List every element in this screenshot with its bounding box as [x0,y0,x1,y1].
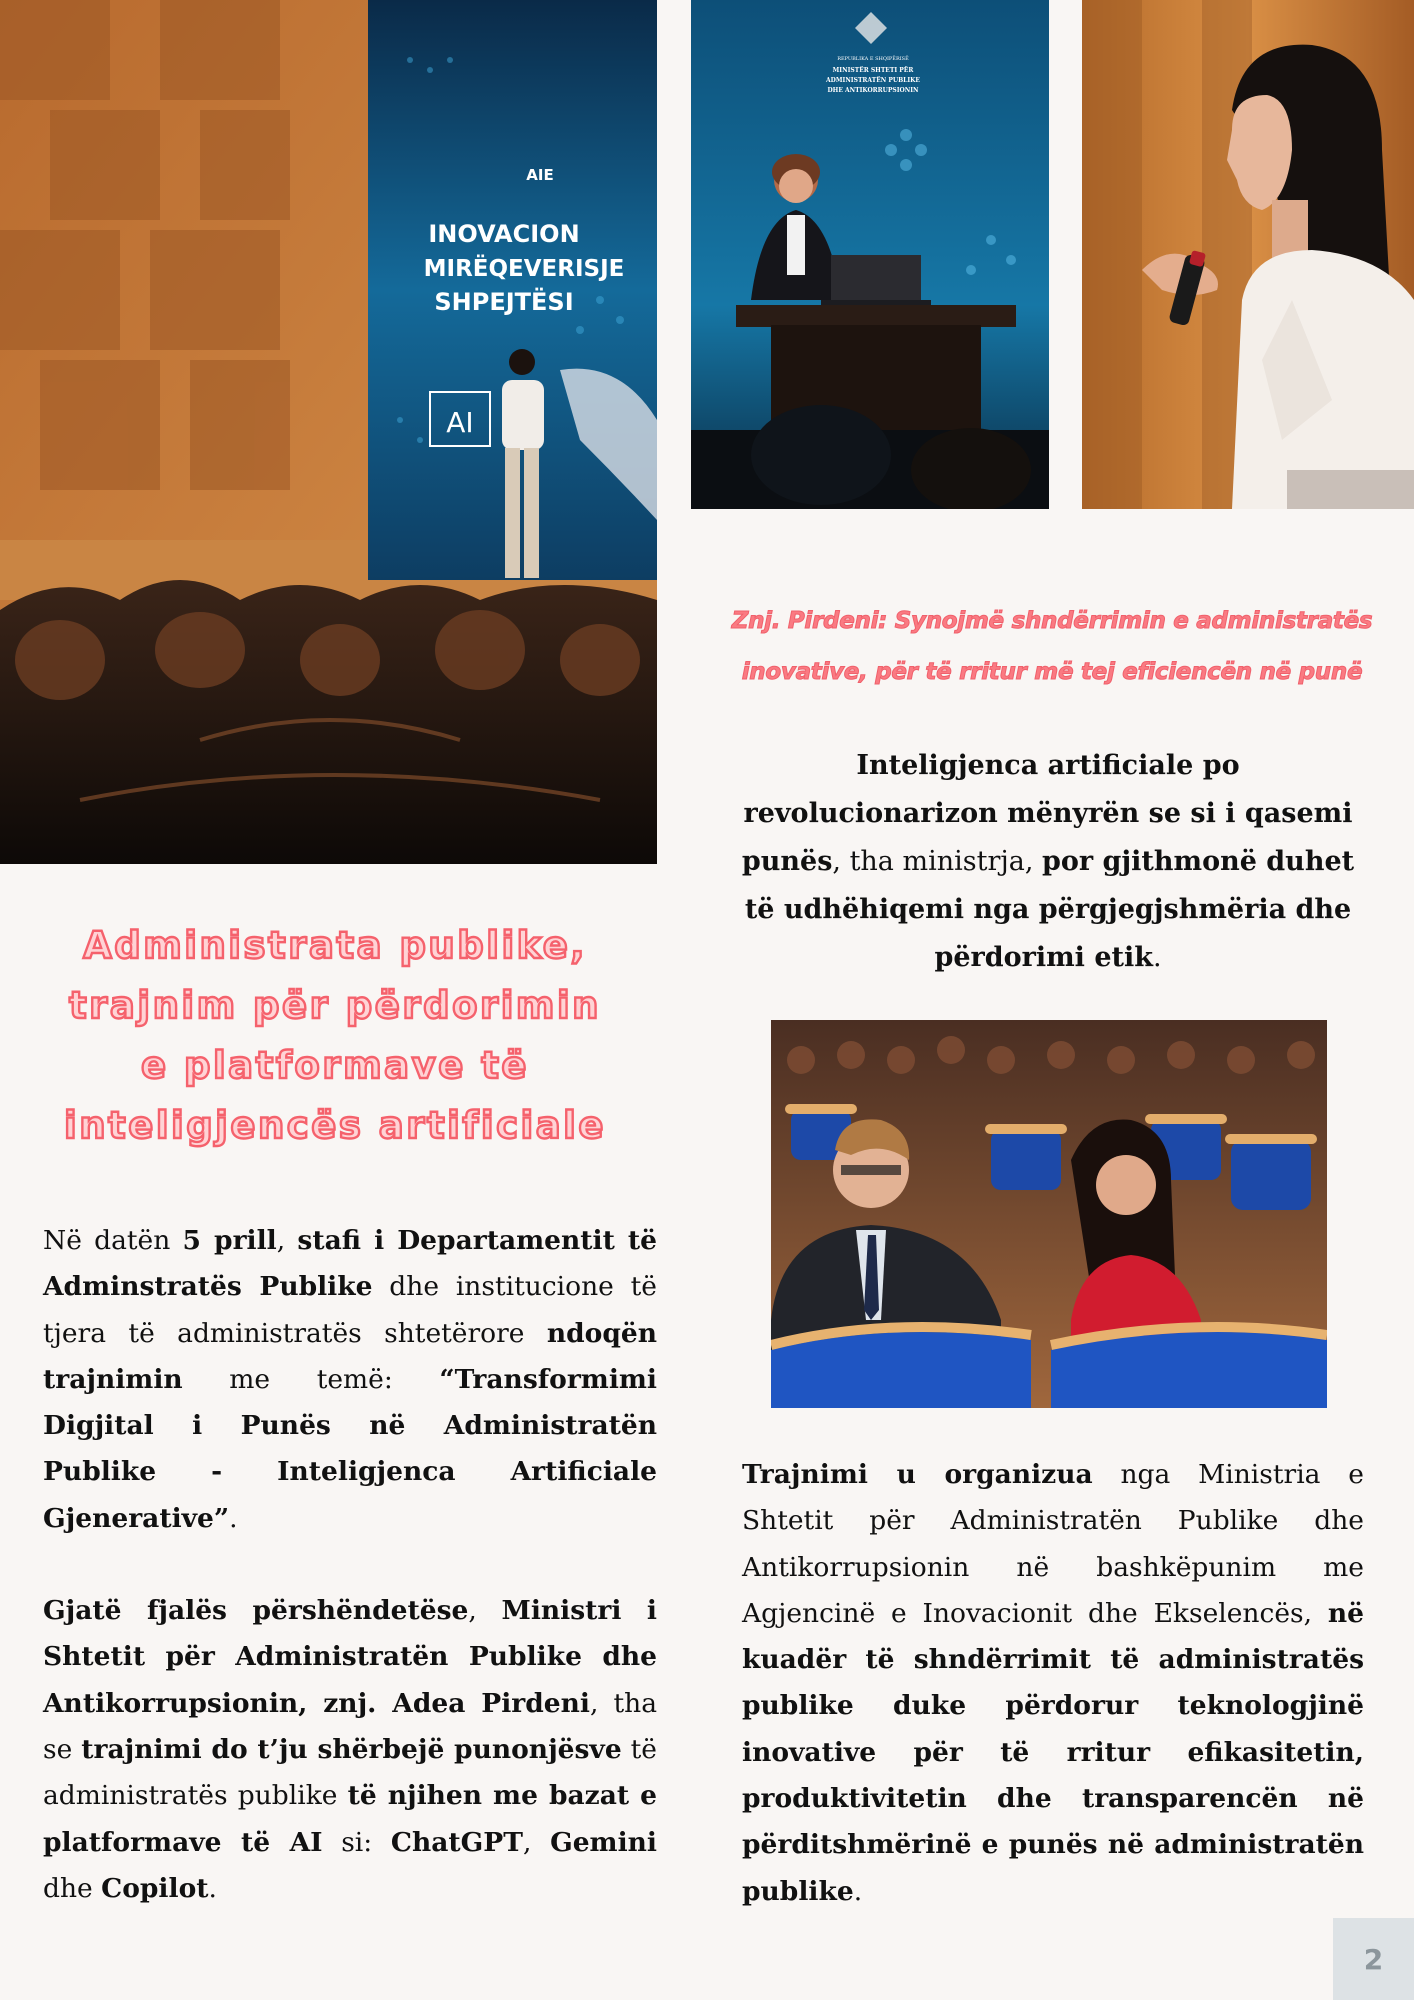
page-number: 2 [1333,1918,1414,2000]
bold-run: ndoqën trajnimin [43,1317,657,1395]
paragraph-training-date [43,1218,657,1542]
paragraph-minister-speech [43,1588,657,1912]
text-run: , [276,1225,298,1256]
title-line-4: inteligjencës artificiale [64,1104,606,1147]
banner-line-1: INOVACION [428,220,580,248]
banner-line-2: MIRËQEVERISJE [423,256,625,282]
bold-run: Gjatë fjalës përshëndetëse [43,1595,469,1627]
quote-text-2: . [1152,942,1162,973]
quote-text-1: , tha ministrja, [832,846,1042,877]
bold-run: ChatGPT [390,1826,523,1858]
banner-ministry-2: ADMINISTRATËN PUBLIKE [826,77,920,84]
text-run: të administratës publike [43,1733,657,1812]
text-run: , tha se [43,1687,657,1765]
text-run: . [208,1872,217,1904]
bold-run: Trajnimi u organizua [742,1459,1093,1490]
bold-run: trajnimi do t’ju shërbejë punonjësve [81,1733,622,1765]
title-line-1: Administrata publike, [83,924,587,967]
text-run: Në datën [43,1225,183,1256]
text-run: , [468,1595,502,1627]
text-run: nga Ministria e Shtetit për Administratën Publike dhe Antikorrupsionin në bashkëpunim me Agjencinë e Inovacionit dhe Ekselencës, [742,1459,1364,1629]
title-line-3: e platformave të [141,1044,529,1087]
banner-republic: REPUBLIKA E SHQIPËRISË [837,56,909,62]
banner-logo: AIE [526,166,554,184]
banner-ai: AI [446,406,474,439]
subheadline-line-1: Znj. Pirdeni: Synojmë shndërrimin e administratës [731,608,1373,634]
text-run: me temë: [182,1363,440,1395]
page-title [30,916,640,1156]
banner-ministry-1: MINISTËR SHTETI PËR [832,67,914,74]
bold-run: Gemini [550,1826,657,1858]
audience-photo [771,1020,1327,1408]
bold-run: të njihen me bazat e platformave të AI [43,1780,657,1858]
text-run: dhe [43,1872,102,1904]
banner-line-3: SHPEJTËSI [434,288,574,316]
minister-photo [691,0,1049,509]
pull-quote [728,742,1368,982]
quote-bold-2: por gjithmonë duhet të udhëhiqemi nga përgjegjshmëria dhe përdorimi etik [744,846,1355,973]
left-column-text [43,1218,657,1958]
bold-run: 5 prill [182,1225,277,1256]
bold-run: “Transformimi Digjital i Punës në Administratën Publike - Inteligjenca Artificiale Gjenerative” [43,1363,657,1534]
text-run: dhe institucione të tjera të administratës shtetërore [43,1271,657,1349]
bold-run: Copilot [101,1872,209,1904]
right-column-text [742,1452,1364,1961]
bold-run: Ministri i Shtetit për Administratën Publike dhe Antikorrupsionin, znj. Adea Pirdeni [43,1595,657,1719]
bold-run: stafi i Departamentit të Adminstratës Publike [43,1225,657,1303]
text-run: si: [322,1826,391,1858]
title-line-2: trajnim për përdorimin [69,984,601,1027]
text-run: . [853,1875,863,1907]
text-run: , [522,1826,551,1858]
subheadline-line-2: inovative, për të rritur më tej eficiencën në punë [741,659,1363,685]
subheadline [690,596,1414,698]
speaker-profile-photo [1082,0,1414,509]
bold-run: në kuadër të shndërrimit të administratës publike duke përdorur teknologjinë inovative për të rritur efikasitetin, produktivitetin dhe transparencën në përditshmërinë e punës në administratën publike [742,1597,1364,1907]
stage-photo [0,0,657,864]
quote-bold-1: Inteligjenca artificiale po revolucionarizon mënyrën se si i qasemi punës [741,750,1353,877]
text-run: . [229,1502,238,1534]
banner-ministry-3: DHE ANTIKORRUPSIONIN [827,87,919,94]
paragraph-organization [742,1452,1364,1915]
